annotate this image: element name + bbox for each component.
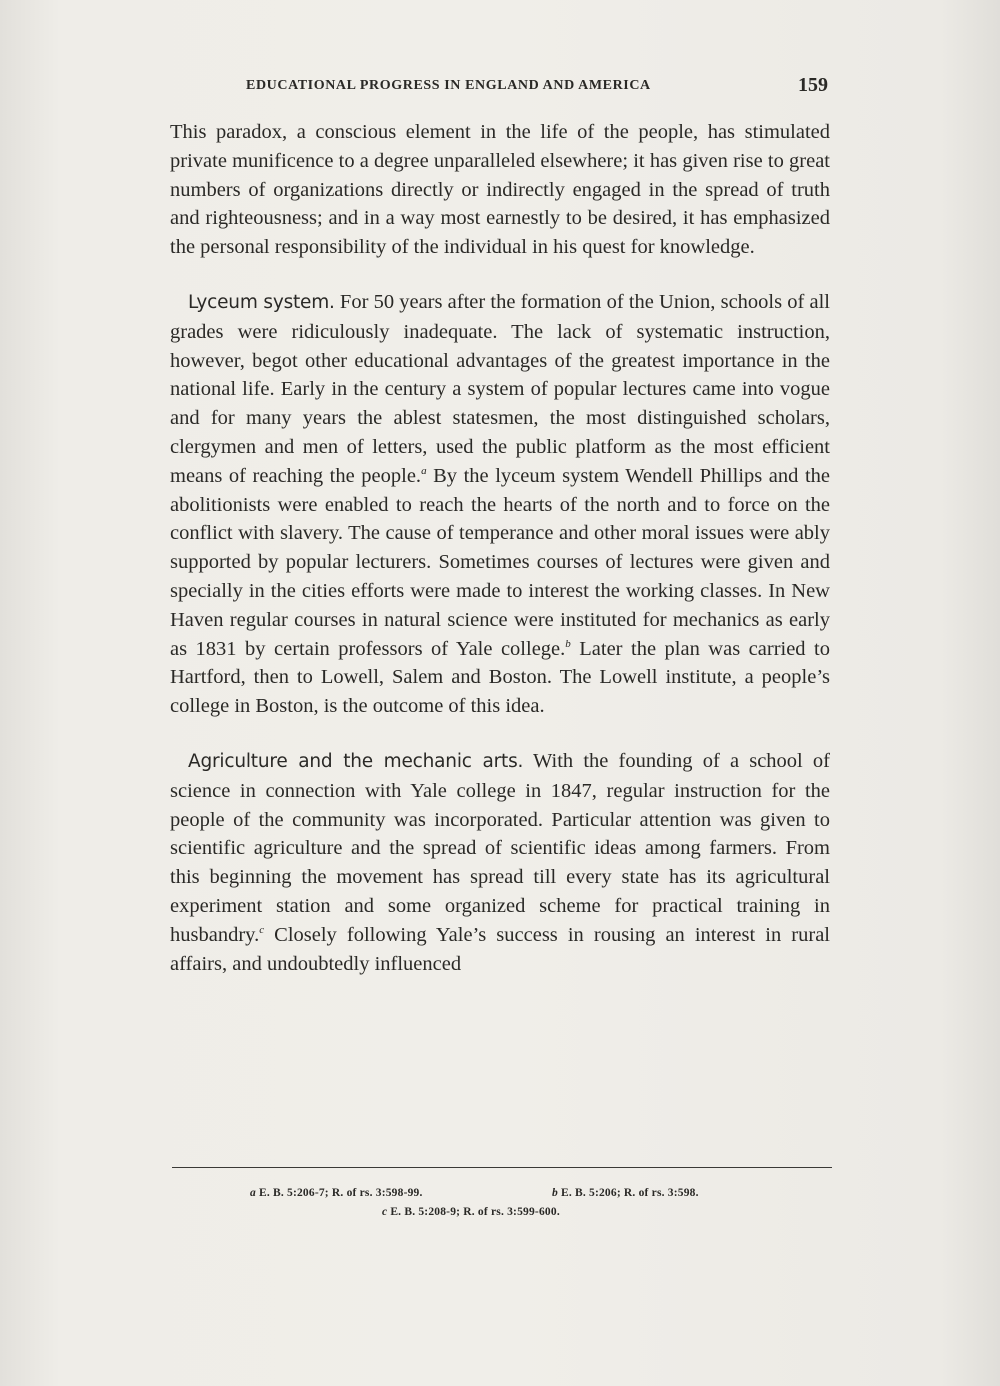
footnote-line <box>172 1184 832 1203</box>
paragraph-text: Later the plan was carried to Hartford, then to Lowell, Salem and Boston. The Lowell institute, a people’s college in Boston, is the outcome of this idea. <box>170 637 830 718</box>
running-head <box>170 74 830 100</box>
running-title: EDUCATIONAL PROGRESS IN ENGLAND AND AMERICA <box>246 78 651 93</box>
paragraph-agriculture <box>170 747 830 978</box>
paragraph-text: For 50 years after the formation of the Union, schools of all grades were ridiculously inadequate. The lack of systematic instruction, however, begot other educational advantages of the greatest importance in the national life. Early in the century a system of popular lectures came into vogue and for many years the ablest statesmen, the most distinguished scholars, clergymen and men of letters, used the public platform as the most efficient means of reaching the people. <box>170 290 830 487</box>
footnote-a <box>250 1184 423 1203</box>
footnote-text: E. B. 5:206-7; R. of rs. 3:598-99. <box>258 1187 423 1199</box>
footnote-ref-a[interactable]: a <box>421 464 427 477</box>
paragraph-text: Closely following Yale’s success in rousing an interest in rural affairs, and undoubtedly influenced <box>170 923 830 975</box>
paragraph-paradox <box>170 118 830 262</box>
footnote-c <box>382 1203 560 1222</box>
footnote-ref-b[interactable]: b <box>565 637 571 650</box>
footnotes <box>172 1184 832 1222</box>
paragraph-text: With the founding of a school of science in connection with Yale college in 1847, regular instruction for the people of the community was incorporated. Particular attention was given to scientific agriculture and the spread of scientific ideas among farmers. From this beginning the movement has spread till every state has its agricultural experiment station and some organized scheme for practical training in husbandry. <box>170 749 830 946</box>
section-heading-lyceum: Lyceum system. <box>188 291 335 313</box>
paragraph-text: This paradox, a conscious element in the life of the people, has stimulated private munificence to a degree unparalleled elsewhere; it has given rise to great numbers of organizations directly or indirectly engaged in the spread of truth and righteousness; and in a way most earnestly to be desired, it has emphasized the personal responsibility of the individual in his quest for knowledge. <box>170 121 830 259</box>
footnote-rule <box>172 1167 832 1168</box>
footnote-mark: b <box>552 1187 558 1199</box>
footnote-ref-c[interactable]: c <box>259 923 265 936</box>
section-heading-agriculture: Agriculture and the mechanic arts. <box>188 750 524 772</box>
body-text <box>170 118 830 978</box>
footnote-line <box>172 1203 832 1222</box>
footnote-text: E. B. 5:208-9; R. of rs. 3:599-600. <box>390 1206 560 1218</box>
paragraph-text: By the lyceum system Wendell Phillips and the abolitionists were enabled to reach the hearts of the north and to force on the conflict with slavery. The cause of temperance and other moral issues were ably supported by popular lecturers. Sometimes courses of lectures were given and specially in the cities efforts were made to interest the working classes. In New Haven regular courses in natural science were instituted for mechanics as early as 1831 by certain professors of Yale college. <box>170 464 830 660</box>
footnote-text: E. B. 5:206; R. of rs. 3:598. <box>560 1187 699 1199</box>
paragraph-lyceum-system <box>170 288 830 721</box>
footnote-mark: a <box>250 1187 256 1199</box>
footnote-mark: c <box>382 1206 388 1218</box>
page-number: 159 <box>798 74 828 96</box>
footnote-b <box>552 1184 699 1203</box>
